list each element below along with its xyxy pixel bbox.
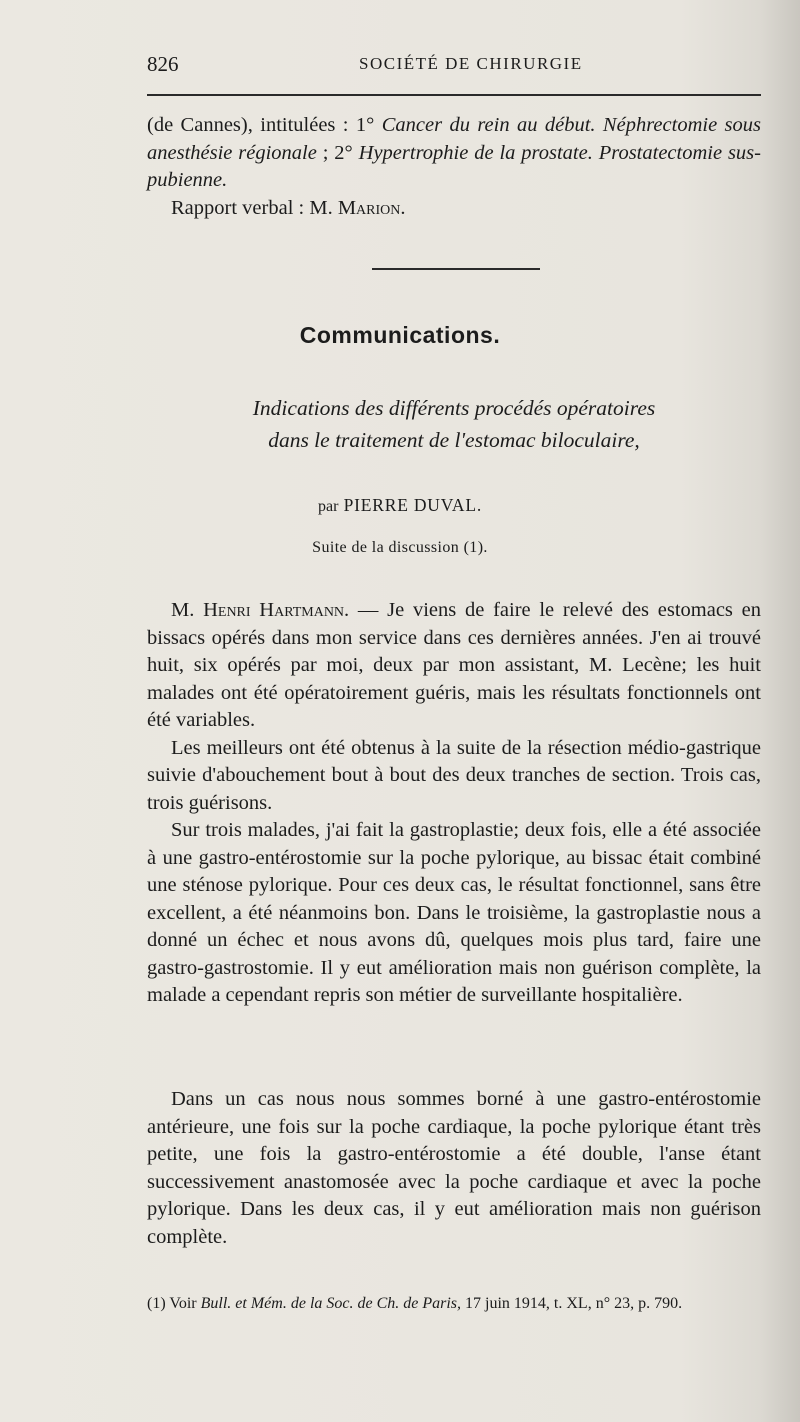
footnote-reference: Bull. et Mém. de la Soc. de Ch. de Paris,	[200, 1295, 462, 1312]
footnote-prefix: (1) Voir	[147, 1295, 201, 1312]
body-block-2	[147, 1086, 761, 1251]
report-suffix: .	[400, 196, 406, 219]
article-title	[147, 392, 761, 456]
intro-separator: ; 2°	[316, 141, 359, 164]
speaker-name: M. Henri Hartmann.	[171, 599, 350, 621]
paragraph-3: Sur trois malades, j'ai fait la gastroplastie; deux fois, elle a été associée à une gastro-entérostomie sur la poche pylorique, au bissac était combiné une sténose pylorique. Pour ces deux cas, le résultat fonctionnel, sans être excellent, a été néanmoins bon. Dans le troisième, la gastroplastie nous a donné un échec et nous avons dû, quelques mois plus tard, faire une gastro-gastrostomie. Il y eut amélioration mais non guérison complète, la malade a cependant repris son métier de surveillante hospitalière.	[147, 819, 761, 1006]
page-number: 826	[147, 52, 179, 76]
paragraph-1-text: — Je viens de faire le relevé des estomacs en bissacs opérés dans mon service dans ces dernières années. J'en ai trouvé huit, six opérés par moi, deux par mon assistant, M. Lecène; les huit malades ont été opératoirement guéris, mais les résultats fonctionnels ont été variables.	[147, 599, 761, 731]
body-block-1	[147, 597, 761, 1010]
paragraph-2: Les meilleurs ont été obtenus à la suite de la résection médio-gastrique suivie d'abouchement bout à bout des deux tranches de section. Trois cas, trois guérisons.	[147, 736, 761, 814]
byline	[0, 495, 800, 516]
journal-title: SOCIÉTÉ DE CHIRURGIE	[359, 54, 583, 73]
section-rule	[372, 268, 540, 270]
running-head	[147, 52, 761, 82]
section-title: Communications.	[299, 322, 501, 348]
intro-title-2: Hypertrophie de la prostate. Prostatectomie sus-pubienne.	[147, 141, 761, 191]
report-line	[147, 195, 761, 223]
header-rule	[147, 94, 761, 96]
author: PIERRE DUVAL.	[343, 495, 483, 515]
paragraph-4: Dans un cas nous nous sommes borné à une gastro-entérostomie antérieure, une fois sur la poche cardiaque, la poche pylorique étant très petite, une fois la gastro-entérostomie a été double, l'anse étant successivement anastomosée avec la poche cardiaque et avec la poche pylorique. Dans les deux cas, il y eut amélioration mais non guérison complète.	[147, 1088, 761, 1248]
article-subtitle: Suite de la discussion (1).	[312, 539, 488, 556]
footnote	[147, 1293, 761, 1315]
report-name: Marion	[337, 196, 401, 219]
paragraph-1	[147, 597, 761, 735]
byline-by: par	[317, 498, 339, 515]
report-prefix: Rapport verbal : M.	[171, 196, 338, 219]
intro-block	[147, 112, 761, 222]
intro-paragraph	[147, 112, 761, 195]
intro-title-1: Cancer du rein au début. Néphrectomie sous anesthésie régionale	[147, 114, 762, 164]
footnote-suffix: 17 juin 1914, t. XL, n° 23, p. 790.	[461, 1295, 683, 1312]
intro-text: (de Cannes), intitulées : 1°	[147, 114, 382, 136]
article-title-line-1: Indications des différents procédés opératoires	[252, 396, 656, 420]
article-title-line-2: dans le traitement de l'estomac biloculaire,	[268, 428, 640, 452]
